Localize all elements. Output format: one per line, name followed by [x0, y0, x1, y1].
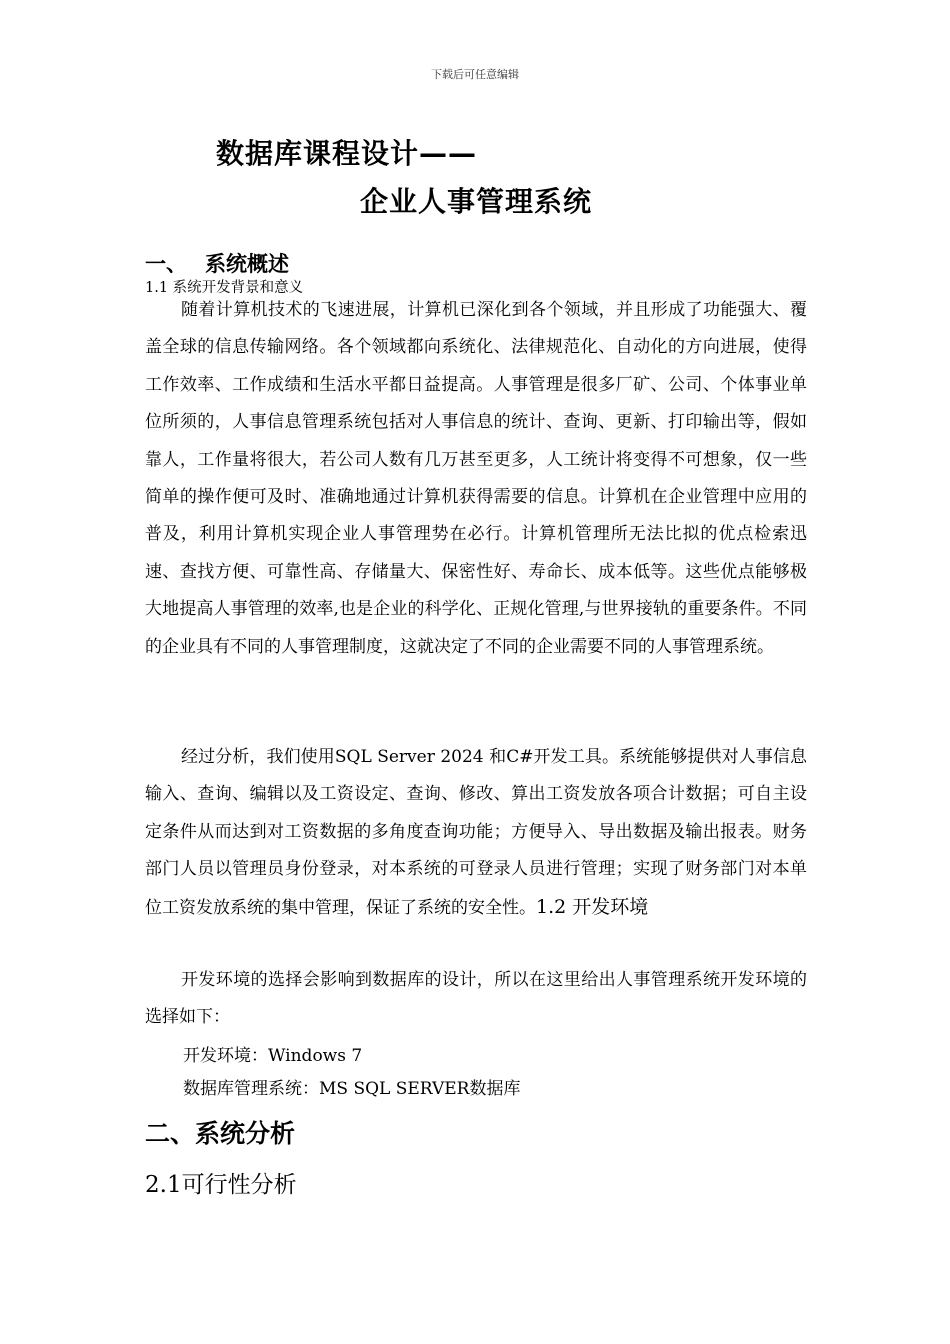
section1-1-paragraph2-text: 经过分析，我们使用SQL Server 2024 和C#开发工具。系统能够提供对人事信息输入、查询、编辑以及工资设定、查询、修改、算出工资发放各项合计数据；可自主设定条件从而达到对工资数据的多角度查询功能；方便导入、导出数据及输出报表。财务部门人员以管理员身份登录，对本系统的可登录人员进行管理；实现了财务部门对本单位工资发放系统的集中管理，保证了系统的安全性。 [145, 747, 807, 918]
document-title-line1: 数据库课程设计—— [216, 137, 478, 170]
env-db-line: 数据库管理系统：MS SQL SERVER数据库 [183, 1079, 521, 1099]
section1-heading [145, 248, 289, 278]
env-os-line: 开发环境：Windows 7 [183, 1046, 363, 1066]
section1-title: 系统概述 [205, 252, 289, 276]
header-note: 下载后可任意编辑 [431, 68, 519, 81]
section1-2-heading: 1.2 开发环境 [536, 895, 649, 918]
section1-1-paragraph2 [145, 739, 807, 927]
document-title-line2: 企业人事管理系统 [360, 185, 593, 218]
section2-heading: 二、系统分析 [145, 1119, 296, 1148]
section1-1-heading: 1.1 系统开发背景和意义 [145, 280, 304, 296]
section1-number: 一、 [145, 252, 187, 276]
section1-1-paragraph1: 随着计算机技术的飞速进展，计算机已深化到各个领域，并且形成了功能强大、覆盖全球的信息传输网络。各个领域都向系统化、法律规范化、自动化的方向进展，使得工作效率、工作成绩和生活水平都日益提高。人事管理是很多厂矿、公司、个体事业单位所须的，人事信息管理系统包括对人事信息的统计、查询、更新、打印输出等，假如靠人，工作量将很大，若公司人数有几万甚至更多，人工统计将变得不可想象，仅一些简单的操作便可及时、准确地通过计算机获得需要的信息。计算机在企业管理中应用的普及，利用计算机实现企业人事管理势在必行。计算机管理所无法比拟的优点检索迅速、查找方便、可靠性高、存储量大、保密性好、寿命长、成本低等。这些优点能够极大地提高人事管理的效率,也是企业的科学化、正规化管理,与世界接轨的重要条件。不同的企业具有不同的人事管理制度，这就决定了不同的企业需要不同的人事管理系统。 [145, 300, 807, 657]
section2-1-heading: 2.1可行性分析 [145, 1172, 297, 1198]
section1-2-paragraph: 开发环境的选择会影响到数据库的设计，所以在这里给出人事管理系统开发环境的选择如下： [145, 970, 807, 1028]
